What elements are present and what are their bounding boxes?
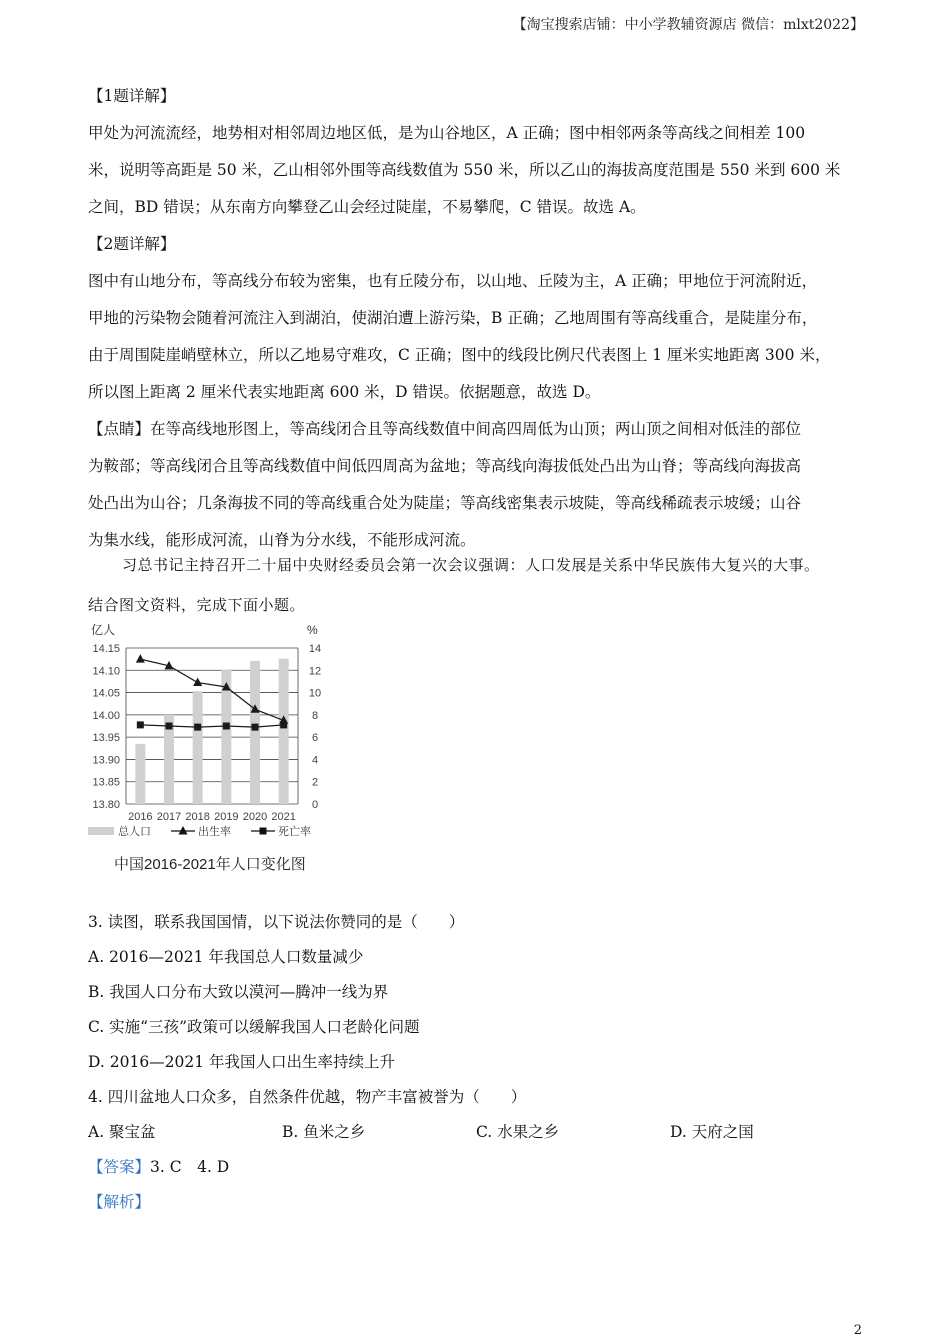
bar-total-population <box>135 744 145 804</box>
birth-rate-point <box>193 678 202 687</box>
x-tick-label: 2020 <box>242 811 268 823</box>
y-right-tick-label: 10 <box>308 687 322 700</box>
bar-total-population <box>250 661 260 804</box>
analysis-line <box>88 1190 888 1212</box>
x-tick-label: 2021 <box>271 811 296 823</box>
tip-text-line: 处凸出为山谷；几条海拔不同的等高线重合处为陡崖；等高线密集表示坡陡，等高线稀疏表示坡缓；山谷 <box>88 494 802 512</box>
chart-title: 中国2016-2021年人口变化图 <box>114 856 306 873</box>
death-rate-point <box>252 724 259 731</box>
y-left-tick-label: 14.15 <box>92 643 120 655</box>
y-right-tick-label: 2 <box>311 776 319 789</box>
x-tick-label: 2019 <box>214 811 239 823</box>
bar-total-population <box>279 659 289 804</box>
y-left-tick-label: 13.80 <box>92 799 120 811</box>
analysis-label: 【解析】 <box>88 1193 151 1211</box>
text-line: 所以图上距离 2 厘米代表实地距离 600 米，D 错误。依据题意，故选 D。 <box>88 383 601 401</box>
y-right-tick-label: 12 <box>308 665 322 678</box>
text-line: 之间，BD 错误；从东南方向攀登乙山会经过陡崖，不易攀爬，C 错误。故选 A。 <box>88 198 646 216</box>
text-line: 由于周围陡崖峭壁林立，所以乙地易守难攻，C 正确；图中的线段比例尺代表图上 1 厘米实地距离 300 米， <box>88 346 831 364</box>
answer-line <box>88 1155 888 1177</box>
question-4-option-a: A. 聚宝盆 <box>88 1123 156 1141</box>
y-right-tick-label: 4 <box>311 754 319 767</box>
question-3-option-a: A. 2016—2021 年我国总人口数量减少 <box>88 948 364 966</box>
question-3-option-d: D. 2016—2021 年我国人口出生率持续上升 <box>88 1053 396 1071</box>
page-header: 【淘宝搜索店铺：中小学教辅资源店 微信：mlxt2022】 <box>512 17 864 33</box>
population-chart-svg <box>88 618 348 880</box>
y-left-tick-label: 13.90 <box>92 754 120 767</box>
answer-text: 3. C 4. D <box>150 1158 230 1176</box>
death-rate-point <box>166 723 173 730</box>
question-3-option-c: C. 实施“三孩”政策可以缓解我国人口老龄化问题 <box>88 1018 420 1036</box>
x-tick-label: 2016 <box>128 811 153 823</box>
y-right-tick-label: 14 <box>308 643 322 655</box>
legend-label: 总人口 <box>118 826 151 838</box>
y-right-tick-label: 0 <box>311 799 319 811</box>
question-3-option-b: B. 我国人口分布大致以漠河—腾冲一线为界 <box>88 983 389 1001</box>
answer-label: 【答案】 <box>88 1158 151 1176</box>
y-left-tick-label: 14.05 <box>92 687 120 700</box>
question-4-option-d: D. 天府之国 <box>670 1123 754 1141</box>
question-4-stem: 4. 四川盆地人口众多，自然条件优越，物产丰富被誉为（ ） <box>88 1088 527 1106</box>
question-3-stem: 3. 读图，联系我国国情，以下说法你赞同的是（ ） <box>88 913 465 931</box>
tip-text-line: 为鞍部；等高线闭合且等高线数值中间低四周高为盆地；等高线向海拔低处凸出为山脊；等高线向海拔高 <box>88 457 802 475</box>
x-tick-label: 2018 <box>185 811 210 823</box>
y-right-tick-label: 8 <box>311 709 319 722</box>
y-left-tick-label: 13.95 <box>92 732 120 745</box>
heading-q1-explanation: 【1题详解】 <box>88 87 176 105</box>
material-intro-line-2: 结合图文资料，完成下面小题。 <box>88 596 306 614</box>
page-number: 2 <box>853 1323 862 1338</box>
legend-marker-triangle <box>179 826 188 835</box>
heading-q2-explanation: 【2题详解】 <box>88 235 176 253</box>
series-line-birth-rate <box>140 659 283 720</box>
y-right-axis-label: % <box>307 623 318 637</box>
question-4-option-c: C. 水果之乡 <box>476 1123 560 1141</box>
x-tick-label: 2017 <box>156 811 182 823</box>
tip-text-line: 为集水线，能形成河流，山脊为分水线，不能形成河流。 <box>88 531 476 549</box>
explanation-section <box>88 78 868 559</box>
tip-text-line: 【点睛】在等高线地形图上，等高线闭合且等高线数值中间高四周低为山顶；两山顶之间相对低洼的部位 <box>88 420 802 438</box>
question-4-option-b: B. 鱼米之乡 <box>282 1123 366 1141</box>
text-line: 甲地的污染物会随着河流注入到湖泊，使湖泊遭上游污染，B 正确；乙地周围有等高线重合，是陡崖分布， <box>88 309 818 327</box>
y-right-tick-label: 6 <box>311 732 319 745</box>
death-rate-point <box>280 721 287 728</box>
legend-label: 死亡率 <box>278 826 311 838</box>
death-rate-point <box>223 723 230 730</box>
question-4-options <box>88 1120 888 1142</box>
death-rate-point <box>137 721 144 728</box>
population-chart <box>88 618 348 880</box>
legend-label: 出生率 <box>198 826 231 838</box>
y-left-axis-label: 亿人 <box>91 623 116 637</box>
text-line: 米，说明等高距是 50 米，乙山相邻外围等高线数值为 550 米，所以乙山的海拔高度范围是 550 米到 600 米 <box>88 161 841 179</box>
legend-marker-square <box>260 828 267 835</box>
death-rate-point <box>194 724 201 731</box>
text-line: 图中有山地分布，等高线分布较为密集，也有丘陵分布，以山地、丘陵为主，A 正确；甲地位于河流附近， <box>88 272 818 290</box>
series-line-death-rate <box>140 725 283 727</box>
material-intro-line-1: 习总书记主持召开二十届中央财经委员会第一次会议强调：人口发展是关系中华民族伟大复兴的大事。 <box>122 556 820 574</box>
y-left-tick-label: 14.00 <box>92 709 120 722</box>
y-left-tick-label: 13.85 <box>92 776 120 789</box>
bar-total-population <box>193 691 203 804</box>
legend-swatch-total-population <box>88 827 114 835</box>
y-left-tick-label: 14.10 <box>92 665 120 678</box>
birth-rate-point <box>136 654 145 663</box>
text-line: 甲处为河流流经，地势相对相邻周边地区低，是为山谷地区，A 正确；图中相邻两条等高线之间相差 100 <box>88 124 806 142</box>
